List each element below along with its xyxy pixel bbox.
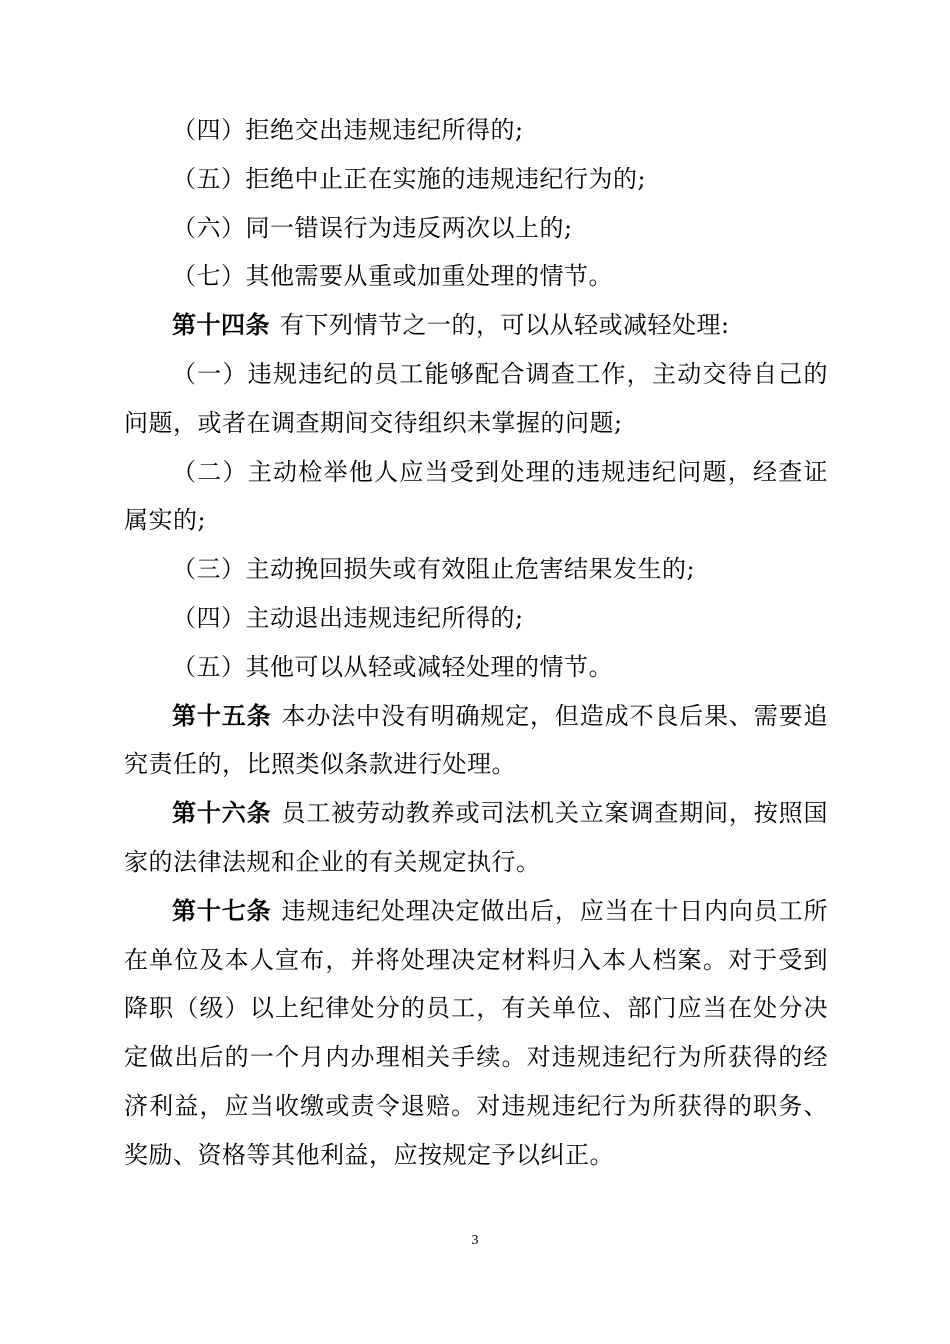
paragraph-text: （七）其他需要从重或加重处理的情节。 bbox=[172, 262, 613, 291]
paragraph-text: （五）其他可以从轻或减轻处理的情节。 bbox=[172, 652, 613, 681]
paragraph-item-5 bbox=[124, 155, 828, 204]
paragraph-text: 有下列情节之一的，可以从轻或减轻处理: bbox=[280, 311, 730, 340]
paragraph-text: 员工被劳动教养或司法机关立案调查期间，按照国家的法律法规和企业的有关规定执行。 bbox=[124, 799, 829, 876]
paragraph-item-6 bbox=[124, 204, 828, 253]
page-number: 3 bbox=[471, 1233, 479, 1248]
paragraph-item-4 bbox=[124, 106, 828, 155]
paragraph-item-4b bbox=[124, 594, 828, 643]
article-17 bbox=[124, 887, 828, 1180]
article-16 bbox=[124, 789, 828, 887]
paragraph-text: 违规违纪处理决定做出后，应当在十日内向员工所在单位及本人宣布，并将处理决定材料归入本人档案。对于受到降职（级）以上纪律处分的员工，有关单位、部门应当在处分决定做出后的一个月内办理相关手续。对违规违纪行为所获得的经济利益，应当收缴或责令退赔。对违规违纪行为所获得的职务、奖励、资格等其他利益，应按规定予以纠正。 bbox=[124, 896, 829, 1169]
paragraph-text: （二）主动检举他人应当受到处理的违规违纪问题，经查证属实的; bbox=[124, 457, 828, 535]
paragraph-item-3 bbox=[124, 545, 828, 594]
paragraph-text: （一）违规违纪的员工能够配合调查工作，主动交待自己的问题，或者在调查期间交待组织未掌握的问题; bbox=[124, 359, 828, 437]
paragraph-item-5b bbox=[124, 643, 828, 692]
paragraph-text: （三）主动挽回损失或有效阻止危害结果发生的; bbox=[172, 555, 696, 584]
paragraph-item-1 bbox=[124, 350, 828, 448]
paragraph-text: （四）主动退出违规违纪所得的; bbox=[172, 603, 524, 632]
paragraph-text: 本办法中没有明确规定，但造成不良后果、需要追究责任的，比照类似条款进行处理。 bbox=[124, 701, 829, 779]
article-15 bbox=[124, 692, 828, 790]
paragraph-text: （六）同一错误行为违反两次以上的; bbox=[172, 213, 573, 242]
article-heading: 第十七条 bbox=[172, 896, 272, 925]
paragraph-item-2 bbox=[124, 448, 828, 546]
article-14 bbox=[124, 301, 828, 350]
document-body bbox=[124, 106, 828, 1180]
article-heading: 第十五条 bbox=[172, 701, 272, 730]
paragraph-text: （四）拒绝交出违规违纪所得的; bbox=[172, 116, 524, 144]
paragraph-item-7 bbox=[124, 252, 828, 301]
article-heading: 第十四条 bbox=[172, 311, 270, 340]
article-heading: 第十六条 bbox=[172, 799, 272, 828]
paragraph-text: （五）拒绝中止正在实施的违规违纪行为的; bbox=[172, 164, 647, 193]
